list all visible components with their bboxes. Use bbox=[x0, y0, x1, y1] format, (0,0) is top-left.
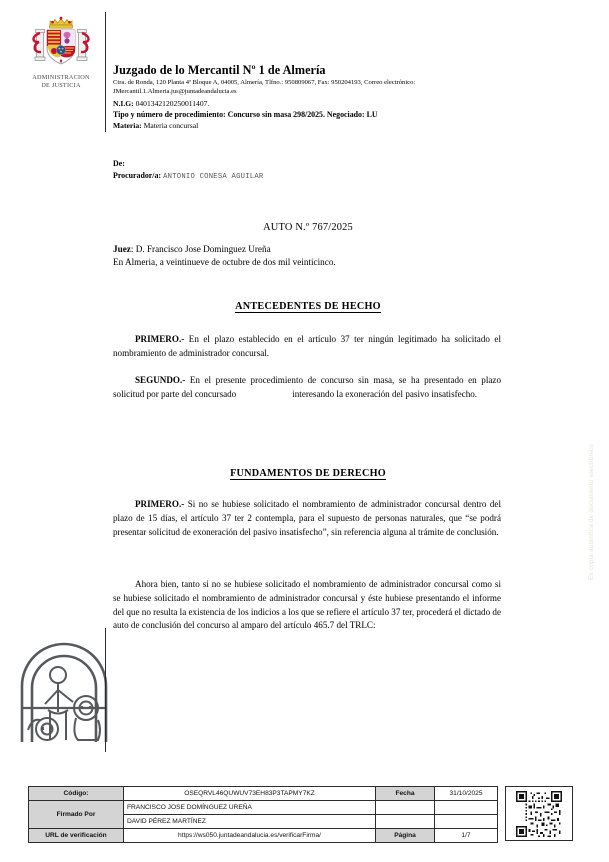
judge-line bbox=[113, 243, 513, 256]
paragraph-antecedente-primero-text: En el plazo establecido en el artículo 37 ter ningún legitimado ha solicitado el nombramiento de administrador concursal. bbox=[113, 334, 501, 358]
materia-label: Materia: bbox=[113, 121, 142, 131]
table-row-firmante-1 bbox=[29, 801, 498, 815]
nig-value: 0401342120250011407. bbox=[135, 98, 210, 108]
court-address: Ctra. de Ronda, 120 Planta 4ª Bloque A, 04005, Almería, Tlfno.: 950809067, Fax: 950204193, Correo electrónico: bbox=[113, 79, 416, 87]
court-title: Juzgado de lo Mercantil Nº 1 de Almería bbox=[113, 63, 326, 77]
paragraph-antecedente-primero bbox=[113, 333, 501, 361]
spain-coat-of-arms-icon bbox=[28, 12, 94, 72]
procurador-value: ANTONIO CONESA AGUILAR bbox=[163, 172, 264, 181]
procurador-line bbox=[113, 170, 513, 183]
firmante-1-value: FRANCISCO JOSE DOMÍNGUEZ UREÑA bbox=[124, 801, 376, 815]
paragraph-antecedente-primero-label: PRIMERO.- bbox=[135, 334, 185, 344]
place-date-line: En Almeria, a veintinueve de octubre de dos mil veinticinco. bbox=[113, 257, 336, 268]
paragraph-fundamento-primero-text: Si no se hubiese solicitado el nombramiento de administrador concursal dentro del plazo de 15 días, el artículo 37 ter 2 contempla, para el supuesto de personas naturales, que “se podrá presentar solicitud de exoneración del pasivo insatisfecho”, sin referencia alguna al trámite de conclusión. bbox=[113, 499, 501, 537]
parties-block bbox=[113, 158, 513, 183]
crest-caption-line-1: ADMINISTRACION bbox=[32, 74, 90, 81]
paragraph-antecedente-segundo-label: SEGUNDO.- bbox=[135, 375, 186, 385]
paragraph-fundamento-primero-label: PRIMERO.- bbox=[135, 499, 185, 509]
table-row-codigo bbox=[29, 787, 498, 801]
court-header-text bbox=[113, 63, 513, 131]
coat-of-arms-block bbox=[18, 12, 104, 90]
junta-andalucia-seal-block bbox=[14, 630, 118, 750]
materia-line bbox=[113, 120, 513, 131]
nig-line bbox=[113, 98, 513, 109]
crest-caption bbox=[18, 74, 104, 90]
codigo-label: Código: bbox=[29, 787, 124, 801]
fecha-label: Fecha bbox=[376, 787, 435, 801]
judge-label: Juez bbox=[113, 244, 131, 254]
section-heading-fundamentos bbox=[113, 468, 503, 479]
court-email: JMercantil.1.Almeria.jus@juntadeandalucia.es bbox=[113, 87, 237, 95]
paragraph-antecedente-segundo-text-1: En el presente procedimiento de concurso sin masa, se ha presentado en plazo solicitud por parte del concursado bbox=[113, 375, 501, 399]
blank-cell-1 bbox=[376, 801, 435, 815]
header-vertical-divider bbox=[105, 12, 106, 132]
auto-number: AUTO N.º 767/2025 bbox=[263, 222, 353, 233]
crest-caption-line-2: DE JUSTICIA bbox=[41, 81, 81, 89]
procedure-line: Tipo y número de procedimiento: Concurso sin masa 298/2025. Negociado: LU bbox=[113, 109, 378, 119]
blank-cell-4 bbox=[435, 815, 498, 829]
blank-cell-2 bbox=[435, 801, 498, 815]
section-heading-antecedentes-text: ANTECEDENTES DE HECHO bbox=[235, 301, 381, 312]
authenticity-watermark: Es copia auténtica de documento electrónico bbox=[588, 443, 595, 580]
firmado-por-label: Firmado Por bbox=[29, 801, 124, 829]
judge-block bbox=[113, 243, 513, 269]
materia-value: Materia concursal bbox=[143, 121, 199, 131]
procurador-label: Procurador/a: bbox=[113, 170, 162, 180]
seal-vertical-divider bbox=[105, 628, 106, 752]
fecha-value: 31/10/2025 bbox=[435, 787, 498, 801]
codigo-value: OSEQRVL46QUWUV73EH83P3TAPMY7KZ bbox=[124, 787, 376, 801]
document-header bbox=[0, 8, 609, 158]
judge-value: : D. Francisco Jose Dominguez Ureña bbox=[130, 244, 271, 254]
firmante-2-value: DAVID PÉREZ MARTÍNEZ bbox=[124, 815, 376, 829]
paragraph-antecedente-segundo-text-2: interesando la exoneración del pasivo insatisfecho. bbox=[292, 388, 478, 399]
pagina-value: 1/7 bbox=[435, 829, 498, 843]
signature-table bbox=[28, 786, 498, 843]
url-label: URL de verificación bbox=[29, 829, 124, 843]
paragraph-fundamento-primero bbox=[113, 498, 501, 539]
paragraph-antecedente-segundo bbox=[113, 374, 501, 402]
daniel-lions-seal-icon bbox=[14, 630, 114, 748]
qr-code-icon bbox=[516, 791, 562, 837]
table-row-url bbox=[29, 829, 498, 843]
paragraph-fundamento-ahora-bien: Ahora bien, tanto si no se hubiese solicitado el nombramiento de administrador concursal como si se hubiese solicitado el nombramiento de administrador concursal y éste hubiese presentando el informe del que no resulta la existencia de los indicios a los que se refiere el artículo 37 ter, procederá el dictado de auto de conclusión del concurso al amparo del artículo 465.7 del TRLC: bbox=[113, 579, 501, 631]
nig-label: N.I.G: bbox=[113, 98, 134, 108]
qr-code-box bbox=[505, 786, 573, 841]
signature-footer bbox=[28, 786, 581, 844]
pagina-label: Página bbox=[376, 829, 435, 843]
blank-cell-3 bbox=[376, 815, 435, 829]
section-heading-fundamentos-text: FUNDAMENTOS DE DERECHO bbox=[230, 468, 386, 479]
url-value[interactable]: https://ws050.juntadeandalucia.es/verificarFirma/ bbox=[124, 829, 376, 843]
de-label: De: bbox=[113, 159, 125, 168]
section-heading-antecedentes bbox=[113, 301, 503, 312]
